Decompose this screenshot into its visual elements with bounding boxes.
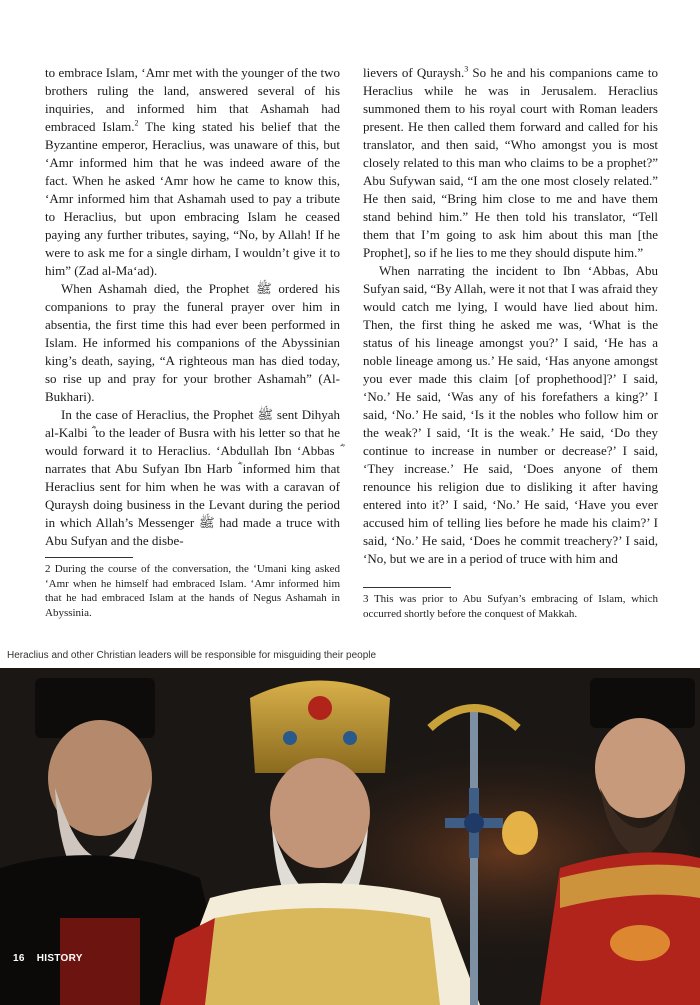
footnote-ref: 3 <box>464 64 469 74</box>
photo-caption: Heraclius and other Christian leaders will be responsible for misguiding their people <box>7 650 377 661</box>
right-text-column <box>363 64 658 568</box>
footnote-2: 2 During the course of the conversation, the ‘Umani king asked ‘Amr when he himself had embraced Islam. ‘Amr informed him that he had embraced Islam at the hands of Negus Ashamah in Abyssinia. <box>45 563 340 619</box>
paragraph: When Ashamah died, the Prophet ﷺ ordered his companions to pray the funeral prayer over him in absentia, the first time this had ever been performed in Islam. He informed his companions of the Abyssinian king’s death, saying, “A righteous man has died today, so rise up and pray for your brother Ashamah” (Al-Bukhari). <box>45 281 340 404</box>
paragraph: lievers of Quraysh.$^3$ So he and his companions came to Heraclius while he was in Jerusalem. Heraclius summoned them to his royal court with Roman leaders present. He then called them forward and called for his translator, and then said, “Who amongst you is most closely related to this man who claims to be a prophet?” Abu Sufywan said, “I am the one most closely related.” He then said, “Bring him close to me and have them stand behind him.” He then told his translator, “Tell them that I’m going to ask him about this man [the Prophet], so if he lies to me they should dispute him.” <box>363 64 658 260</box>
page-number: 16 <box>13 953 25 964</box>
section-label: HISTORY <box>36 953 83 964</box>
paragraph: When narrating the incident to Ibn ‘Abbas, Abu Sufyan said, “By Allah, were it not that I was afraid they would catch me lying, I would have lied about him. Then, the first thing he asked me was, ‘What is the status of his lineage amongst you?’ I said, ‘He has a noble lineage among us.’ He said, ‘Has anyone amongst you ever made this claim [of prophethood]?’ I said, ‘No.’ He said, ‘Was any of his forefathers a king?’ I said, ‘No.’ He said, ‘Is it the nobles who follow him or the weak?’ I said, ‘It is the weak.’ He said, ‘Do they continue to increase in number or decrease?’ I said, ‘They increase.’ He said, ‘Does anyone of them renounce his religion due to disliking it after having entered into it?’ I said, ‘No.’ He said, ‘Have you ever accused him of telling lies before he made his claim?’ I said, ‘No.’ He said, ‘Does he commit treachery?’ I said, ‘No, but we are in a period of truce with him and <box>363 263 658 566</box>
paragraph: to embrace Islam, ‘Amr met with the younger of the two brothers ruling the land, answered several of his inquiries, and informed him that Ashamah had embraced Islam.$^2$ The king stated his belief that the Byzantine emperor, Heraclius, was unaware of this, but ‘Amr informed him that he was indeed aware of the fact. When he asked ‘Amr how he came to know this, ‘Amr informed him that Ashamah used to pay a tribute to Heraclius, but upon embracing Islam he ceased paying any further tributes, saying, “No, by Allah! If he were to ask me for a single dirham, I wouldn’t give it to him” (Zad al-Ma‘ad). <box>45 65 340 278</box>
page-footer <box>13 953 95 964</box>
photo-illustration <box>0 668 700 1005</box>
left-text-column <box>45 64 340 550</box>
footnote-ref: 2 <box>134 118 139 128</box>
footnote-divider <box>363 587 451 588</box>
footnote-3: 3 This was prior to Abu Sufyan’s embracing of Islam, which occurred shortly before the conquest of Makkah. <box>363 593 658 620</box>
paragraph: In the case of Heraclius, the Prophet ﷺ sent Dihyah al-Kalbi ؓ to the leader of Busra with his letter so that he would forward it to Heraclius. ‘Abdullah Ibn ‘Abbas ؓ narrates that Abu Sufyan Ibn Harb ؓ informed him that Heraclius sent for him when he was with a caravan of Quraysh doing business in the Levant during the period in which Allah’s Messenger ﷺ had made a truce with Abu Sufyan and the disbe- <box>45 407 340 548</box>
clergy-photo <box>0 668 700 1005</box>
footnote-divider <box>45 557 133 558</box>
